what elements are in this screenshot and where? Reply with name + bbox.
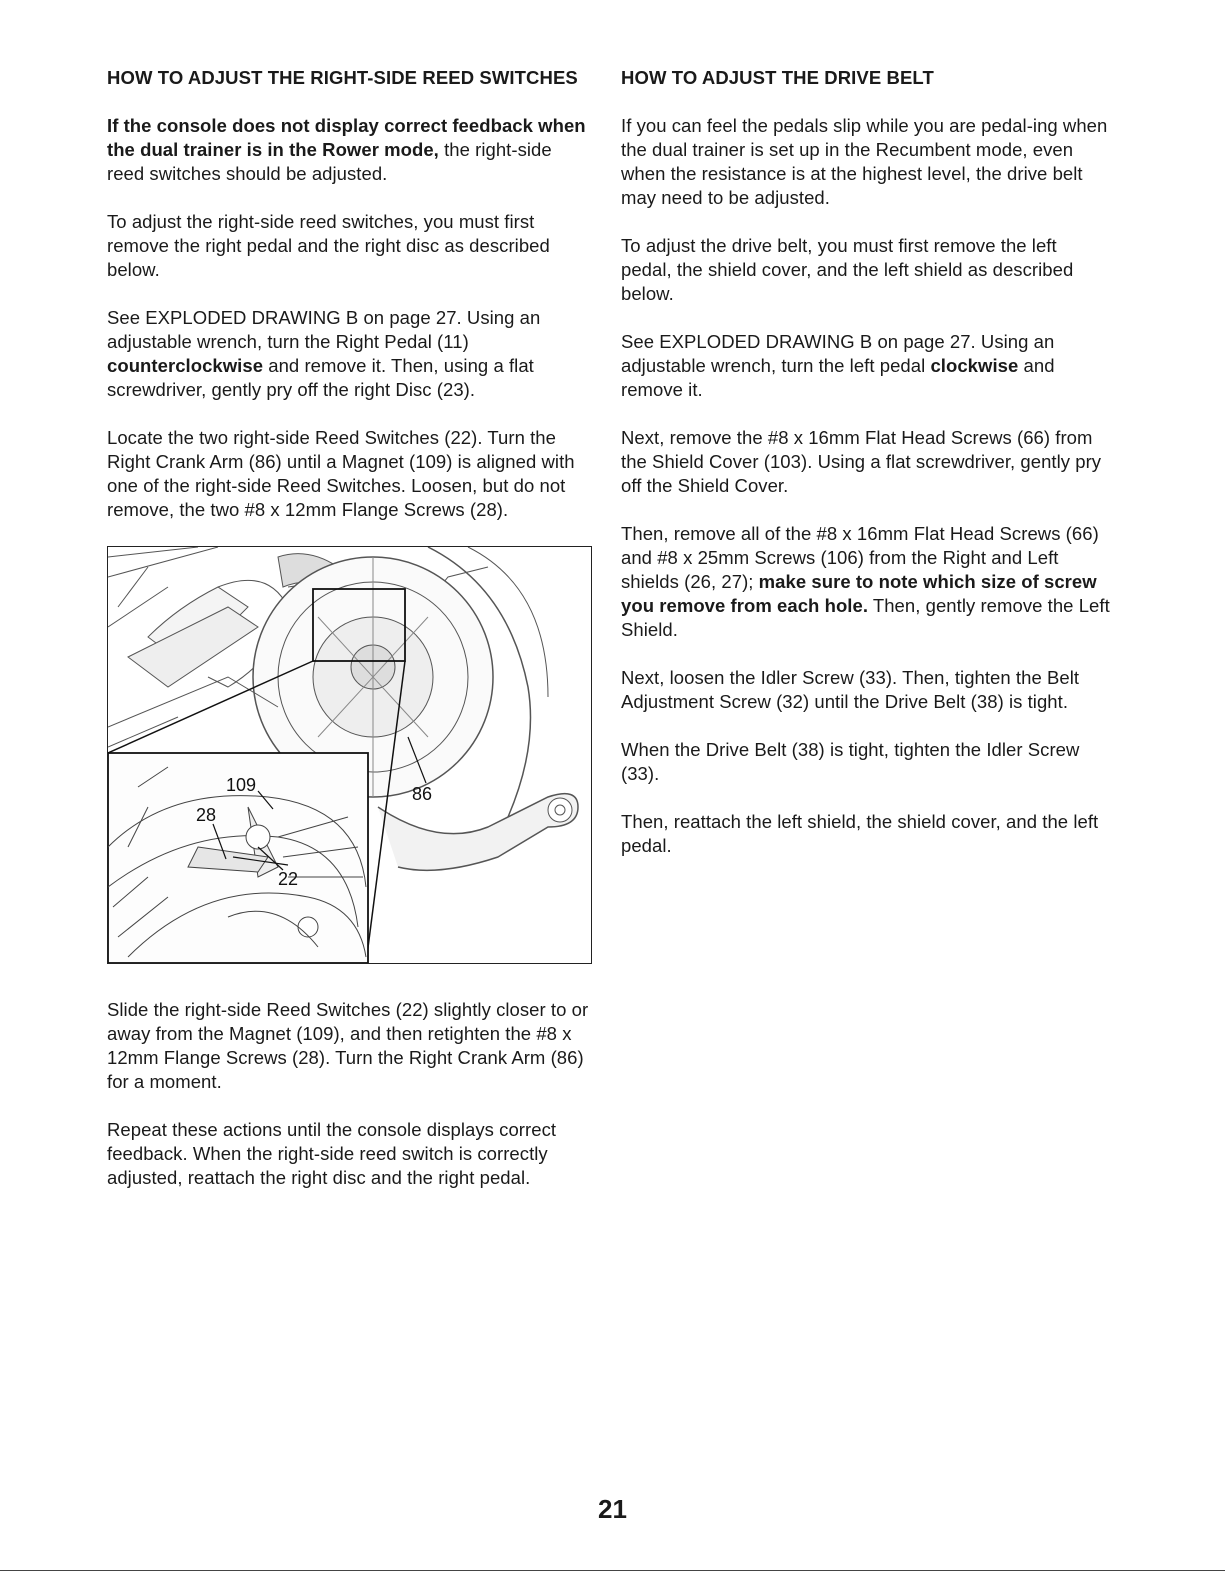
right-column <box>621 66 1111 882</box>
reed-switch-intro <box>107 114 592 186</box>
reed-switch-intro-bold: If the console does not display correct feedback when the dual trainer is in the Rower mode, <box>107 115 586 160</box>
reed-switch-step-pedal-a: See EXPLODED DRAWING B on page 27. Using an adjustable wrench, turn the Right Pedal (11) <box>107 307 541 352</box>
label-magnet: 109 <box>226 775 257 795</box>
drive-belt-step-remove: To adjust the drive belt, you must first remove the left pedal, the shield cover, and the left shield as described below. <box>621 235 1074 304</box>
drive-belt-step-shields-b: Then, gently remove the Left Shield. <box>621 595 1110 640</box>
left-column <box>107 66 592 1214</box>
reed-switch-step-remove: To adjust the right-side reed switches, you must first remove the right pedal and the right disc as described below. <box>107 211 550 280</box>
crank-arm-illustration <box>108 547 591 963</box>
drive-belt-step-shields <box>621 522 1111 642</box>
reed-switch-step-repeat: Repeat these actions until the console displays correct feedback. When the right-side reed switch is correctly adjusted, reattach the right disc and the right pedal. <box>107 1119 557 1188</box>
drive-belt-step-reattach: Then, reattach the left shield, the shield cover, and the left pedal. <box>621 811 1099 856</box>
clockwise-emphasis: clockwise <box>930 355 1019 376</box>
drive-belt-step-idler: When the Drive Belt (38) is tight, tighten the Idler Screw (33). <box>621 739 1080 784</box>
page-number: 21 <box>598 1494 627 1524</box>
reed-switch-heading: HOW TO ADJUST THE RIGHT-SIDE REED SWITCHES <box>107 67 578 88</box>
drive-belt-step-pedal-a: See EXPLODED DRAWING B on page 27. Using an adjustable wrench, turn the left pedal <box>621 331 1055 376</box>
drive-belt-step-shields-a: Then, remove all of the #8 x 16mm Flat Head Screws (66) and #8 x 25mm Screws (106) from the Right and Left shields (26, 27); <box>621 523 1099 592</box>
drive-belt-step-shield-cover: Next, remove the #8 x 16mm Flat Head Screws (66) from the Shield Cover (103). Using a flat screwdriver, gently pry off the Shield Cover. <box>621 427 1102 496</box>
drive-belt-step-tighten: Next, loosen the Idler Screw (33). Then, tighten the Belt Adjustment Screw (32) until the Drive Belt (38) is tight. <box>621 667 1080 712</box>
reed-switch-step-slide: Slide the right-side Reed Switches (22) slightly closer to or away from the Magnet (109), and then retighten the #8 x 12mm Flange Screws (28). Turn the Right Crank Arm (86) for a moment. <box>107 999 589 1092</box>
reed-switch-step-locate: Locate the two right-side Reed Switches (22). Turn the Right Crank Arm (86) until a Magnet (109) is aligned with one of the right-side Reed Switches. Loosen, but do not remove, the two #8 x 12mm Flange Screws (28). <box>107 427 575 520</box>
label-crank-arm: 86 <box>412 784 433 804</box>
reed-switch-step-pedal <box>107 306 592 402</box>
reed-switch-intro-rest: the right-side reed switches should be adjusted. <box>107 139 552 184</box>
screw-size-warning: make sure to note which size of screw you remove from each hole. <box>621 571 1097 616</box>
drive-belt-heading: HOW TO ADJUST THE DRIVE BELT <box>621 67 934 88</box>
label-flange-screws: 28 <box>196 805 217 825</box>
label-reed-switches: 22 <box>278 869 299 889</box>
drive-belt-step-pedal-b: and remove it. <box>621 355 1055 400</box>
reed-switch-diagram <box>107 546 592 964</box>
reed-switch-step-pedal-b: and remove it. Then, using a flat screwdriver, gently pry off the right Disc (23). <box>107 355 534 400</box>
counterclockwise-emphasis: counterclockwise <box>107 355 264 376</box>
bottom-rule <box>0 1570 1225 1571</box>
drive-belt-step-pedal <box>621 330 1111 402</box>
drive-belt-intro: If you can feel the pedals slip while you are pedal-ing when the dual trainer is set up in the Recumbent mode, even when the resistance is at the highest level, the drive belt may need to be adjusted. <box>621 115 1108 208</box>
